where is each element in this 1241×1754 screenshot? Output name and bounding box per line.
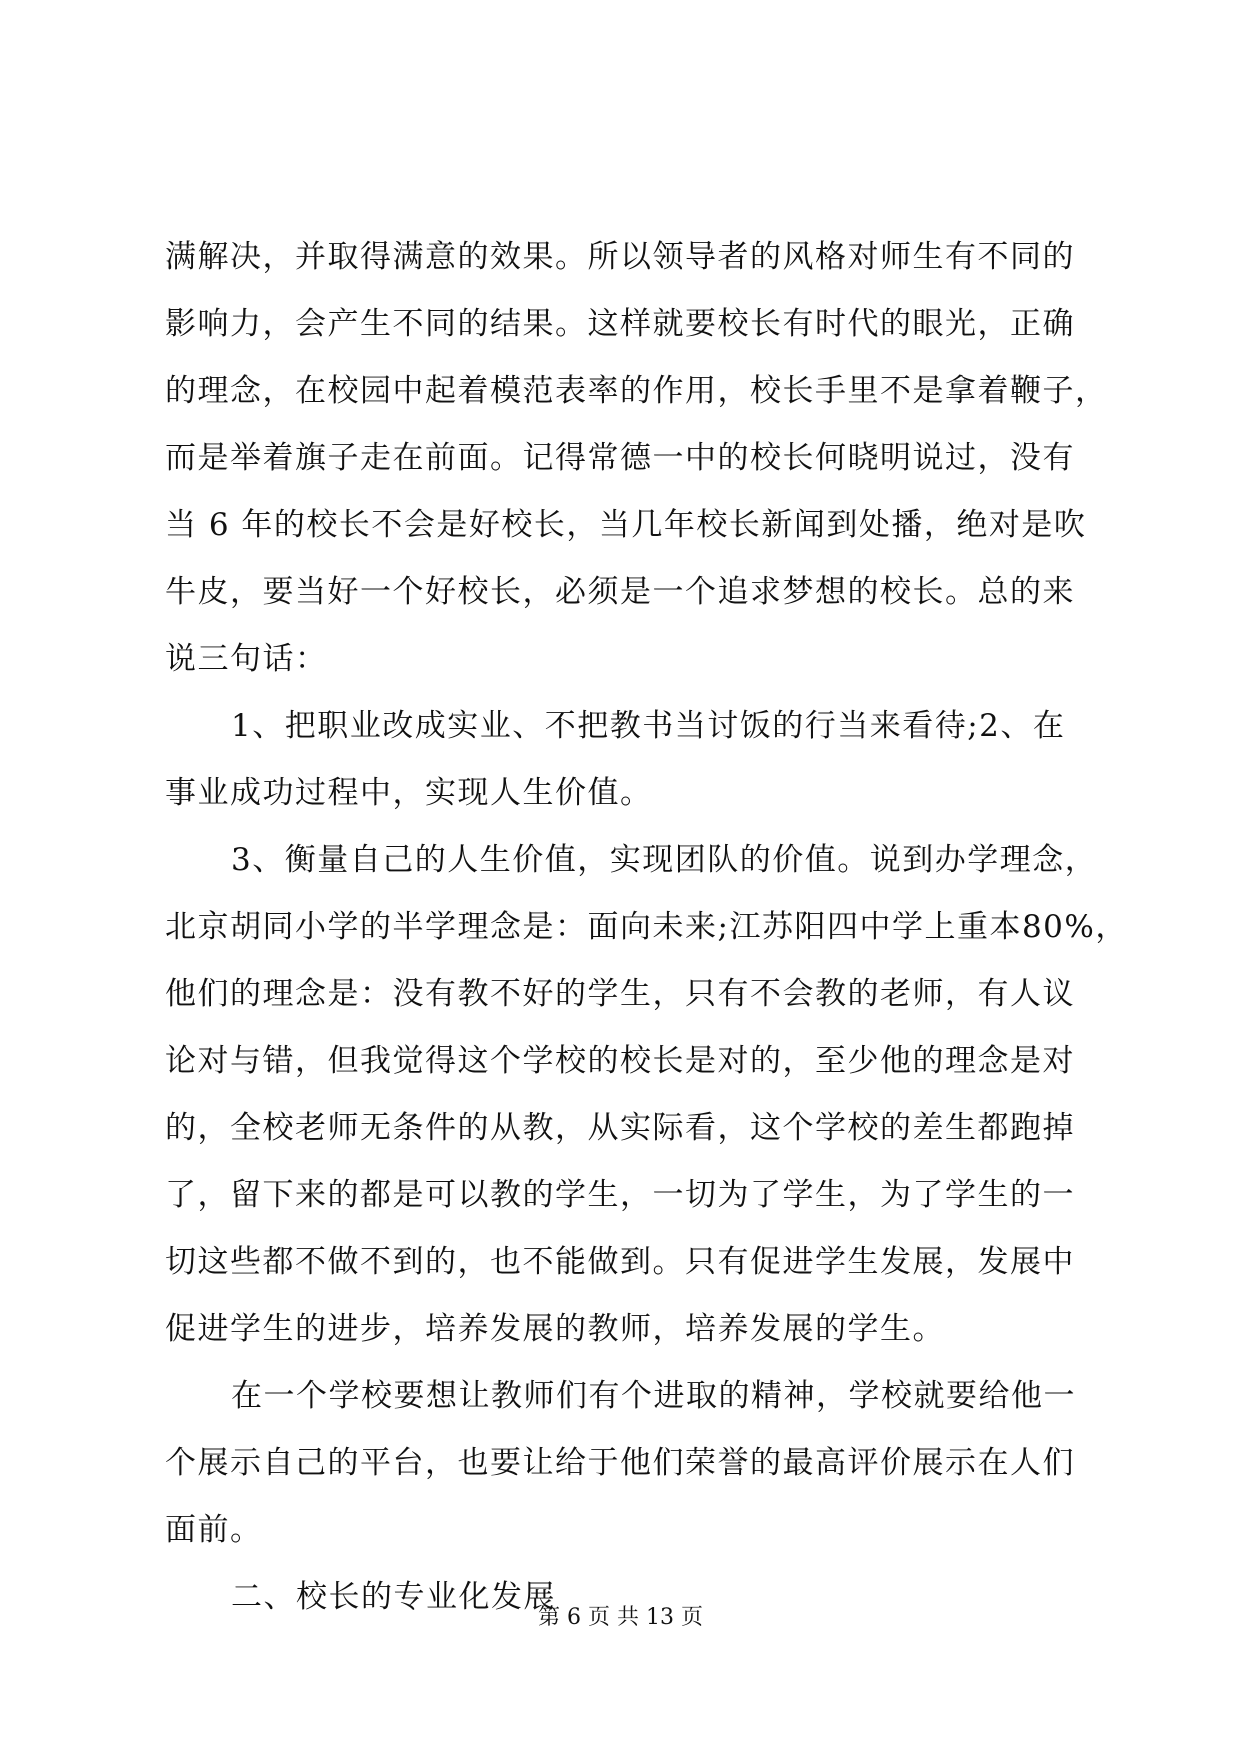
text-line: 的，全校老师无条件的从教，从实际看，这个学校的差生都跑掉: [165, 1110, 1075, 1146]
text-line: 而是举着旗子走在前面。记得常德一中的校长何晓明说过，没有: [165, 440, 1075, 476]
text-line: 影响力，会产生不同的结果。这样就要校长有时代的眼光，正确: [165, 306, 1075, 342]
text-line: 牛皮，要当好一个好校长，必须是一个追求梦想的校长。总的来: [165, 574, 1075, 610]
text-line: 在一个学校要想让教师们有个进取的精神，学校就要给他一: [231, 1378, 1076, 1414]
text-line: 论对与错，但我觉得这个学校的校长是对的，至少他的理念是对: [165, 1043, 1075, 1079]
text-line: 事业成功过程中，实现人生价值。: [165, 775, 653, 811]
text-line: 个展示自己的平台，也要让给于他们荣誉的最高评价展示在人们: [165, 1445, 1075, 1481]
text-line: 他们的理念是：没有教不好的学生，只有不会教的老师，有人议: [165, 976, 1075, 1012]
text-line: 的理念，在校园中起着模范表率的作用，校长手里不是拿着鞭子，: [165, 373, 1108, 409]
text-line: 面前。: [165, 1512, 263, 1548]
text-line: 北京胡同小学的半学理念是：面向未来;江苏阳四中学上重本80%，: [165, 909, 1128, 945]
text-line: 促进学生的进步，培养发展的教师，培养发展的学生。: [165, 1311, 945, 1347]
text-line: 说三句话：: [165, 641, 328, 677]
document-body: [165, 224, 1128, 1631]
page-number-footer: 第 6 页 共 13 页: [538, 1605, 703, 1630]
section-heading: 二、校长的专业化发展: [231, 1579, 556, 1615]
text-line: 了，留下来的都是可以教的学生，一切为了学生，为了学生的一: [165, 1177, 1075, 1213]
text-line: 3、衡量自己的人生价值，实现团队的价值。说到办学理念，: [231, 842, 1098, 878]
text-line: 切这些都不做不到的，也不能做到。只有促进学生发展，发展中: [165, 1244, 1075, 1280]
text-line: 满解决，并取得满意的效果。所以领导者的风格对师生有不同的: [165, 239, 1075, 275]
text-line: 1、把职业改成实业、不把教书当讨饭的行当来看待;2、在: [231, 708, 1066, 744]
text-line: 当 6 年的校长不会是好校长，当几年校长新闻到处播，绝对是吹: [165, 507, 1087, 543]
